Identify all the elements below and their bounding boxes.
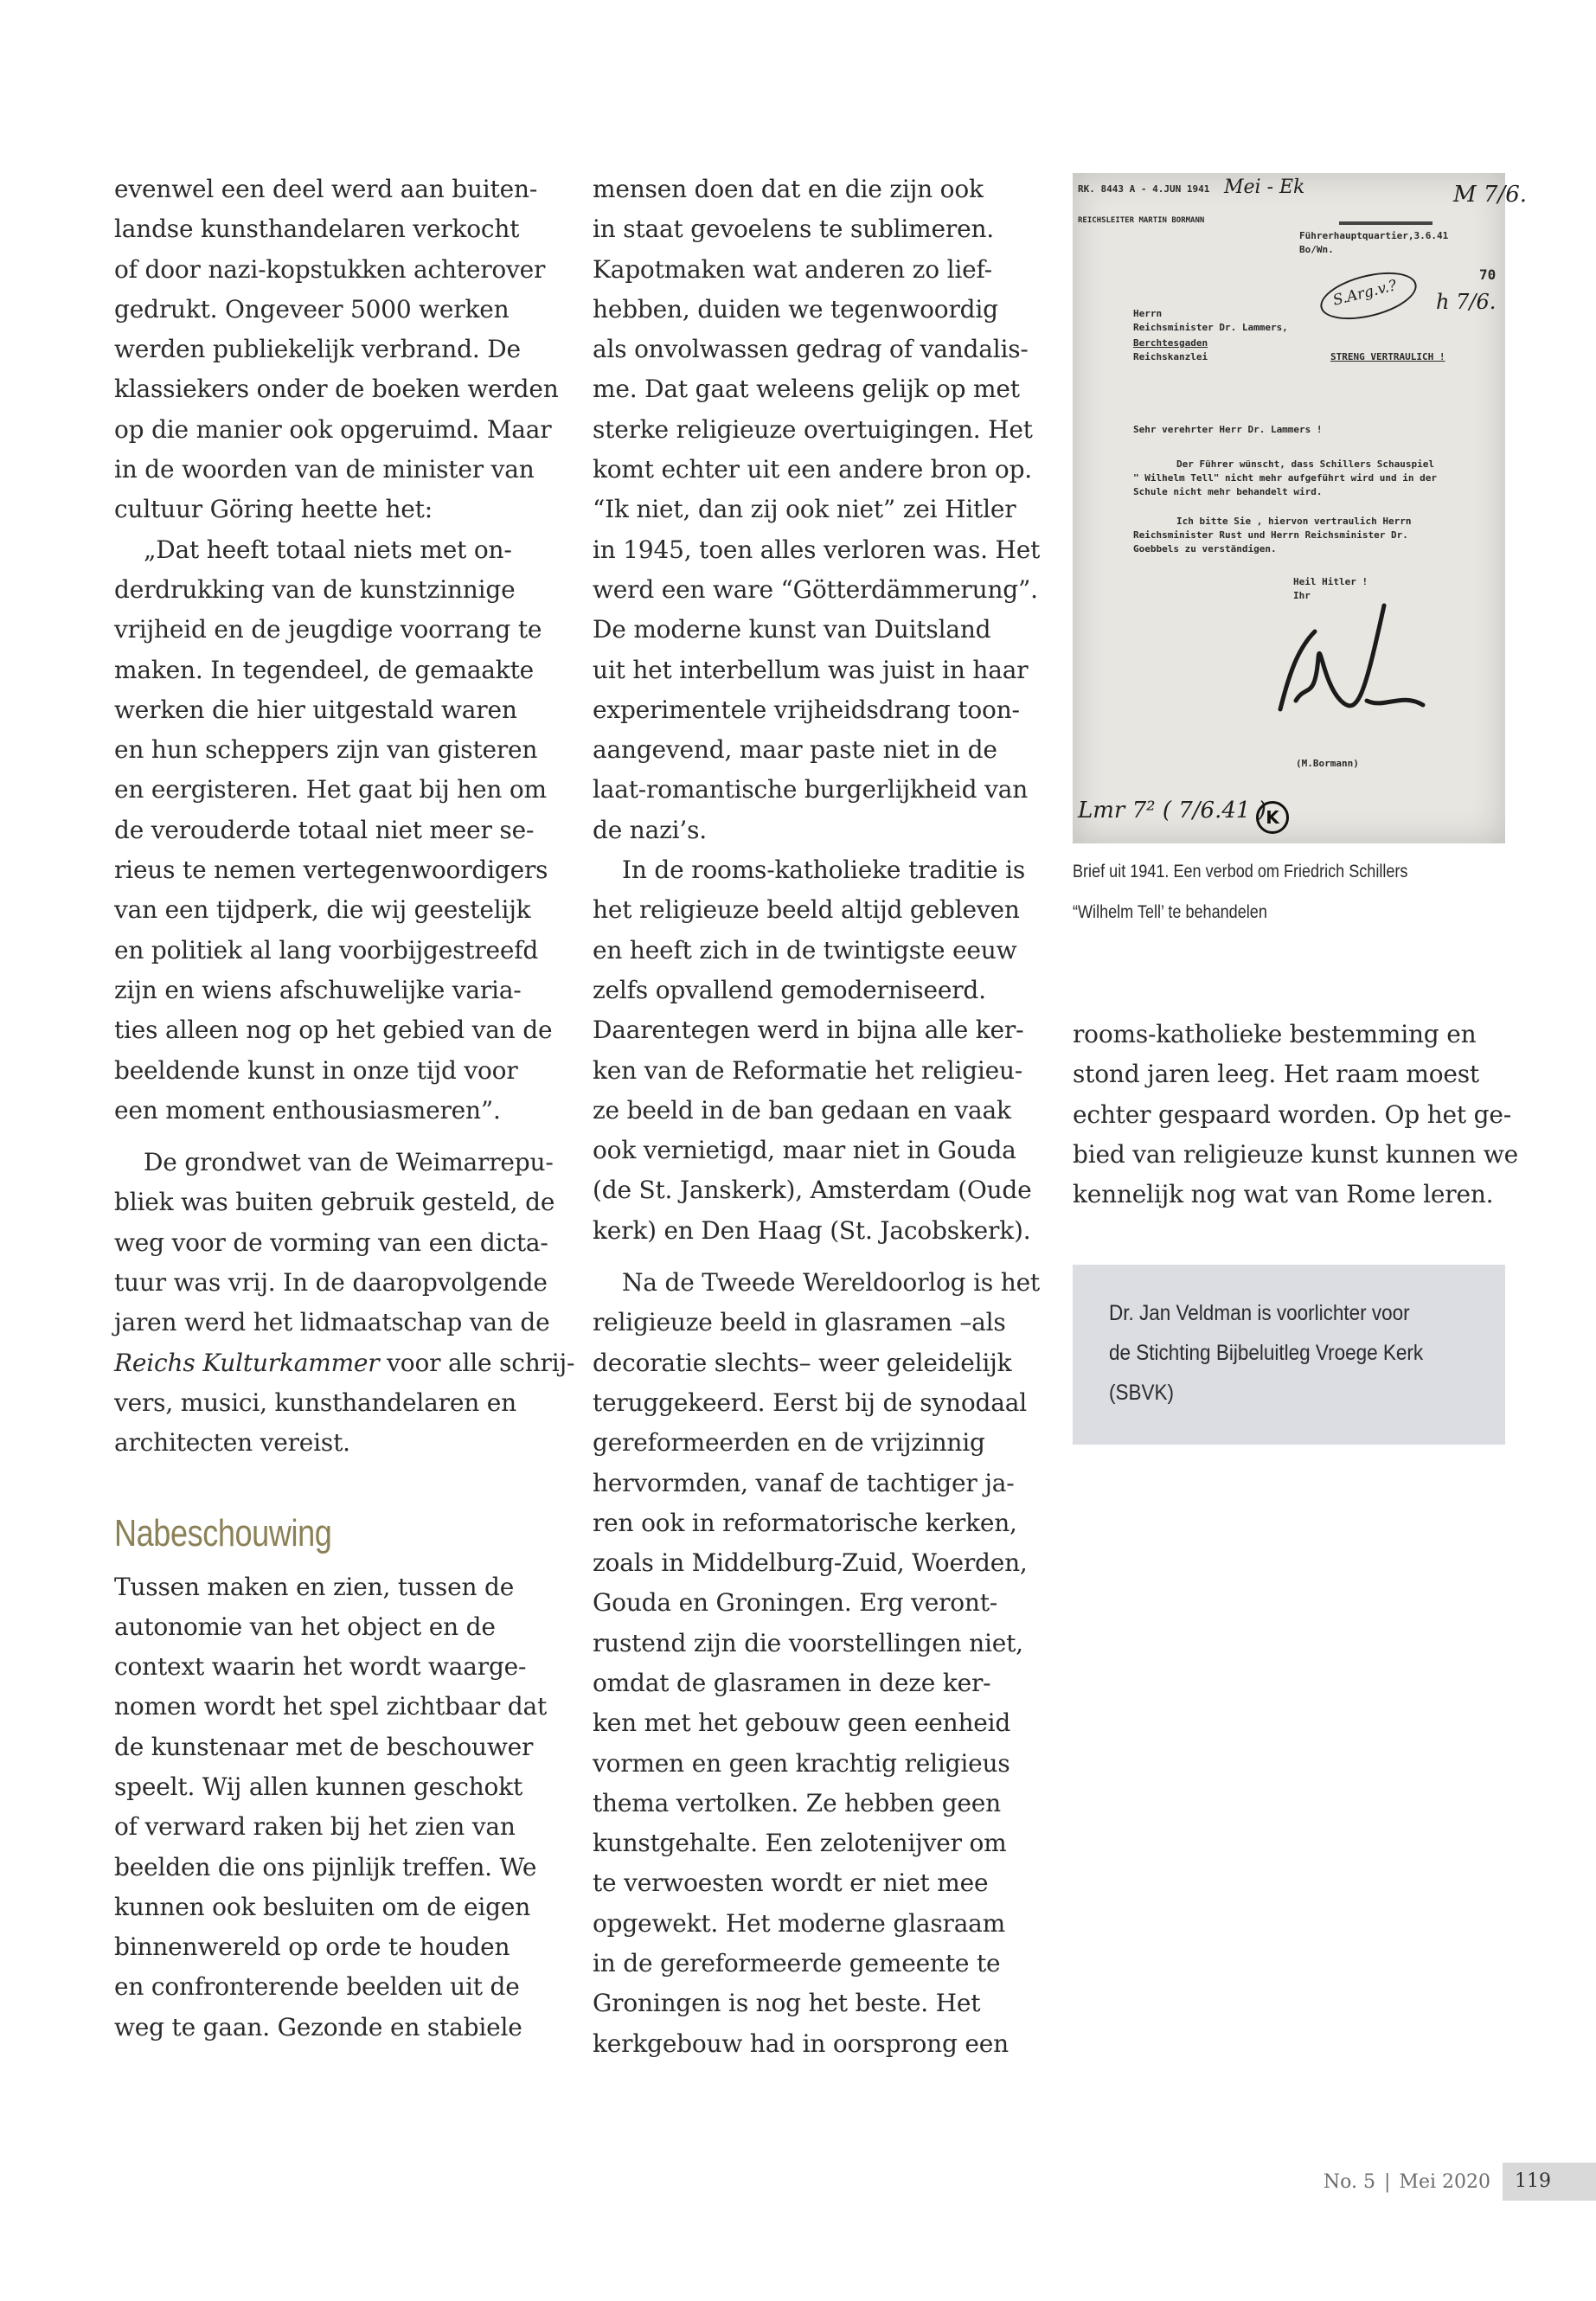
- text-line: in de woorden van de minister van: [114, 455, 535, 484]
- letter-body-line: Goebbels zu verständigen.: [1133, 543, 1277, 554]
- text-line: rooms-katholieke bestemming en: [1073, 1020, 1477, 1048]
- text-line: „Dat heeft totaal niets met on-: [144, 535, 512, 564]
- text-line: decoratie slechts– weer geleidelijk: [593, 1348, 1012, 1377]
- text-fragment: voor alle schrij-: [379, 1348, 575, 1377]
- letter-margin-note-mid: h 7/6.: [1436, 290, 1497, 314]
- text-line: me. Dat gaat weleens gelijk op met: [593, 375, 1020, 404]
- text-line: speelt. Wij allen kunnen geschokt: [114, 1772, 522, 1801]
- text-line: en heeft zich in de twintigste eeuw: [593, 935, 1017, 965]
- letter-bottom-handwriting: Lmr 7² ( 7/6.41 ): [1078, 798, 1266, 824]
- letter-body-line: Der Führer wünscht, dass Schillers Schauspiel: [1176, 458, 1435, 470]
- text-line: In de rooms-katholieke traditie is: [622, 856, 1026, 885]
- letter-printed-name: (M.Bormann): [1296, 758, 1359, 769]
- issue-number: No. 5: [1323, 2171, 1375, 2193]
- text-line: echter gespaard worden. Op het ge-: [1073, 1099, 1512, 1129]
- k-stamp-icon: K: [1256, 801, 1289, 834]
- text-line: nomen wordt het spel zichtbaar dat: [114, 1692, 548, 1721]
- letter-address-line: Reichskanzlei: [1133, 351, 1208, 362]
- text-line: [114, 1343, 575, 1383]
- text-line: beeldende kunst in onze tijd voor: [114, 1055, 518, 1085]
- text-line: te verwoesten wordt er niet mee: [593, 1868, 989, 1898]
- text-line: beelden die ons pijnlijk treffen. We: [114, 1852, 537, 1881]
- signature-icon: [1263, 597, 1436, 735]
- text-line: uit het interbellum was juist in haar: [593, 655, 1029, 684]
- letter-body-line: Reichsminister Rust und Herrn Reichsminister Dr.: [1133, 529, 1408, 541]
- text-line: rustend zijn die voorstellingen niet,: [593, 1628, 1023, 1657]
- text-line: de verouderde totaal niet meer se-: [114, 815, 535, 844]
- text-line: De moderne kunst van Duitsland: [593, 615, 991, 644]
- text-line: sterke religieuze overtuigingen. Het: [593, 414, 1033, 444]
- text-line: Tussen maken en zien, tussen de: [114, 1572, 515, 1601]
- text-line: omdat de glasramen in deze ker-: [593, 1668, 991, 1697]
- paragraph-weimar: [114, 1143, 575, 1463]
- text-column-2: [593, 170, 1041, 2064]
- text-line: Gouda en Groningen. Erg veront-: [593, 1588, 998, 1618]
- text-line: derdrukking van de kunstzinnige: [114, 574, 516, 604]
- text-line: jaren werd het lidmaatschap van de: [114, 1308, 550, 1337]
- text-line: ken van de Reformatie het religieu-: [593, 1055, 1023, 1085]
- text-line: werden publiekelijk verbrand. De: [114, 335, 521, 364]
- letter-confidential-stamp: STRENG VERTRAULICH !: [1330, 351, 1445, 362]
- text-line: laat-romantische burgerlijkheid van: [593, 775, 1029, 804]
- reichs-kulturkammer-term: Reichs Kulturkammer: [114, 1348, 380, 1377]
- letter-hq-date: Führerhauptquartier,3.6.41: [1299, 230, 1449, 241]
- text-line: cultuur Göring heette het:: [114, 495, 433, 524]
- letter-margin-note-top: M 7/6.: [1453, 182, 1527, 208]
- text-line: landse kunsthandelaren verkocht: [114, 215, 520, 244]
- text-column-1: [114, 170, 575, 2048]
- letter-greeting: Sehr verehrter Herr Dr. Lammers !: [1133, 424, 1323, 435]
- page-number-box: [1503, 2163, 1596, 2201]
- text-line: tuur was vrij. In de daaropvolgende: [114, 1268, 548, 1298]
- letter-address-line: Herrn: [1133, 308, 1163, 319]
- text-line: vers, musici, kunsthandelaren en: [114, 1388, 516, 1417]
- page-number: 119: [1515, 2170, 1551, 2192]
- text-line: kunstgehalte. Een zelotenijver om: [593, 1829, 1007, 1858]
- text-line: experimentele vrijheidsdrang toon-: [593, 695, 1020, 724]
- text-line: weg voor de vorming van een dicta-: [114, 1227, 548, 1257]
- text-line: binnenwereld op orde te houden: [114, 1932, 510, 1962]
- text-line: ook vernietigd, maar niet in Gouda: [593, 1136, 1016, 1165]
- text-line: weg te gaan. Gezonde en stabiele: [114, 2012, 522, 2041]
- text-line: een moment enthousiasmeren”.: [114, 1095, 501, 1125]
- paragraph-quote: [114, 530, 553, 1131]
- paragraph-intro: [114, 170, 559, 530]
- letter-sender: REICHSLEITER MARTIN BORMANN: [1078, 216, 1205, 225]
- text-line: werken die hier uitgestald waren: [114, 695, 517, 724]
- text-line: of verward raken bij het zien van: [114, 1812, 516, 1842]
- text-line: evenwel een deel werd aan buiten-: [114, 175, 538, 203]
- letter-body-line: Schule nicht mehr behandelt wird.: [1133, 486, 1323, 497]
- text-line: opgewekt. Het moderne glasraam: [593, 1908, 1006, 1938]
- text-line: De grondwet van de Weimarrepu-: [144, 1148, 554, 1177]
- text-line: de nazi’s.: [593, 815, 707, 844]
- text-line: zoals in Middelburg-Zuid, Woerden,: [593, 1548, 1028, 1578]
- text-line: ties alleen nog op het gebied van de: [114, 1016, 553, 1045]
- text-column-3: [1073, 1015, 1518, 1215]
- bio-line: de Stichting Bijbeluitleg Vroege Kerk: [1109, 1341, 1424, 1365]
- text-line: of door nazi-kopstukken achterover: [114, 254, 546, 284]
- letter-ref-number: RK. 8443 A - 4.JUN 1941: [1078, 183, 1210, 195]
- bio-line: (SBVK): [1109, 1381, 1175, 1405]
- text-line: maken. In tegendeel, de gemaakte: [114, 655, 534, 684]
- text-line: de kunstenaar met de beschouwer: [114, 1732, 534, 1761]
- text-line: ren ook in reformatorische kerken,: [593, 1508, 1017, 1537]
- text-line: zelfs opvallend gemoderniseerd.: [593, 975, 986, 1004]
- bio-line: Dr. Jan Veldman is voorlichter voor: [1109, 1301, 1410, 1325]
- text-line: in staat gevoelens te sublimeren.: [593, 215, 994, 244]
- text-line: kunnen ook besluiten om de eigen: [114, 1892, 531, 1921]
- text-line: (de St. Janskerk), Amsterdam (Oude: [593, 1176, 1032, 1205]
- text-line: thema vertolken. Ze hebben geen: [593, 1788, 1001, 1817]
- text-line: architecten vereist.: [114, 1428, 350, 1458]
- letter-closing: Ihr: [1293, 590, 1311, 601]
- text-line: bliek was buiten gebruik gesteld, de: [114, 1188, 555, 1217]
- text-line: als onvolwassen gedrag of vandalis-: [593, 335, 1029, 364]
- text-line: en politiek al lang voorbijgestreefd: [114, 935, 539, 965]
- text-line: van een tijdperk, die wij geestelijk: [114, 895, 531, 925]
- paragraph-wereldoorlog: [593, 1263, 1040, 2064]
- letter-handwritten-note: S.Arg.v.?: [1330, 277, 1399, 310]
- text-line: kerkgebouw had in oorsprong een: [593, 2029, 1009, 2058]
- text-line: ze beeld in de ban gedaan en vaak: [593, 1095, 1011, 1125]
- letter-handwritten-oval: [1316, 264, 1421, 328]
- text-line: Groningen is nog het beste. Het: [593, 1989, 981, 2018]
- text-line: teruggekeerd. Eerst bij de synodaal: [593, 1388, 1027, 1417]
- issue-date: Mei 2020: [1399, 2171, 1490, 2193]
- figure-caption-line: Brief uit 1941. Een verbod om Friedrich Schillers: [1073, 862, 1408, 881]
- letter-image: [1073, 173, 1527, 843]
- text-line: vormen en geen krachtig religieus: [593, 1748, 1010, 1778]
- letter-body-line: " Wilhelm Tell" nicht mehr aufgeführt wird und in der: [1133, 472, 1437, 484]
- text-line: klassiekers onder de boeken werden: [114, 375, 559, 404]
- letter-page-number: 70: [1479, 266, 1497, 283]
- text-line: rieus te nemen vertegenwoordigers: [114, 856, 548, 885]
- text-line: bied van religieuze kunst kunnen we: [1073, 1139, 1518, 1169]
- text-line: mensen doen dat en die zijn ook: [593, 175, 984, 203]
- text-line: autonomie van het object en de: [114, 1612, 496, 1641]
- text-line: werd een ware “Götterdämmerung”.: [593, 574, 1038, 604]
- letter-address-line: Reichsminister Dr. Lammers,: [1133, 322, 1288, 333]
- author-bio-box: [1073, 1265, 1505, 1445]
- text-line: en hun scheppers zijn van gisteren: [114, 735, 538, 765]
- section-heading-nabeschouwing: Nabeschouwing: [114, 1511, 332, 1554]
- text-line: gedrukt. Ongeveer 5000 werken: [114, 294, 510, 324]
- text-line: Daarentegen werd in bijna alle ker-: [593, 1016, 1024, 1045]
- text-line: in de gereformeerde gemeente te: [593, 1949, 1001, 1978]
- text-line: kerk) en Den Haag (St. Jacobskerk).: [593, 1215, 1031, 1245]
- text-line: op die manier ook opgeruimd. Maar: [114, 414, 552, 444]
- text-line: zijn en wiens afschuwelijke varia-: [114, 975, 522, 1004]
- text-line: komt echter uit een andere bron op.: [593, 455, 1032, 484]
- paragraph-nabeschouwing: [114, 1567, 547, 2048]
- text-line: en eergisteren. Het gaat bij hen om: [114, 775, 547, 804]
- text-line: religieuze beeld in glasramen –als: [593, 1308, 1006, 1337]
- text-line: in 1945, toen alles verloren was. Het: [593, 535, 1041, 564]
- letter-redaction-bar: [1339, 221, 1433, 225]
- paragraph-rooms-katholiek: [593, 850, 1032, 1251]
- paragraph-sublimeren: [593, 170, 1041, 850]
- letter-body-line: Ich bitte Sie , hiervon vertraulich Herrn: [1176, 516, 1412, 527]
- footer-separator: |: [1384, 2171, 1391, 2193]
- text-line: en confronterende beelden uit de: [114, 1972, 520, 2002]
- text-line: Na de Tweede Wereldoorlog is het: [622, 1268, 1040, 1298]
- text-line: context waarin het wordt waarge-: [114, 1652, 527, 1682]
- text-line: kennelijk nog wat van Rome leren.: [1073, 1180, 1494, 1209]
- text-line: stond jaren leeg. Het raam moest: [1073, 1060, 1479, 1089]
- letter-address-line: Berchtesgaden: [1133, 337, 1208, 349]
- letter-closing: Heil Hitler !: [1293, 576, 1368, 587]
- footer-issue-info: [1324, 2171, 1490, 2193]
- text-line: het religieuze beeld altijd gebleven: [593, 895, 1020, 925]
- letter-handwritten-ref: Mei - Ek: [1224, 176, 1305, 198]
- text-line: ken met het gebouw geen eenheid: [593, 1708, 1011, 1738]
- letter-ref-code: Bo/Wn.: [1299, 244, 1334, 255]
- text-line: “Ik niet, dan zij ook niet” zei Hitler: [593, 495, 1016, 524]
- text-line: hebben, duiden we tegenwoordig: [593, 294, 998, 324]
- figure-caption-line: “Wilhelm Tell’ te behandelen: [1073, 902, 1267, 922]
- text-line: Kapotmaken wat anderen zo lief-: [593, 254, 992, 284]
- text-line: aangevend, maar paste niet in de: [593, 735, 997, 765]
- text-line: vrijheid en de jeugdige voorrang te: [114, 615, 542, 644]
- text-line: gereformeerden en de vrijzinnig: [593, 1428, 985, 1458]
- text-line: hervormden, vanaf de tachtiger ja-: [593, 1468, 1015, 1497]
